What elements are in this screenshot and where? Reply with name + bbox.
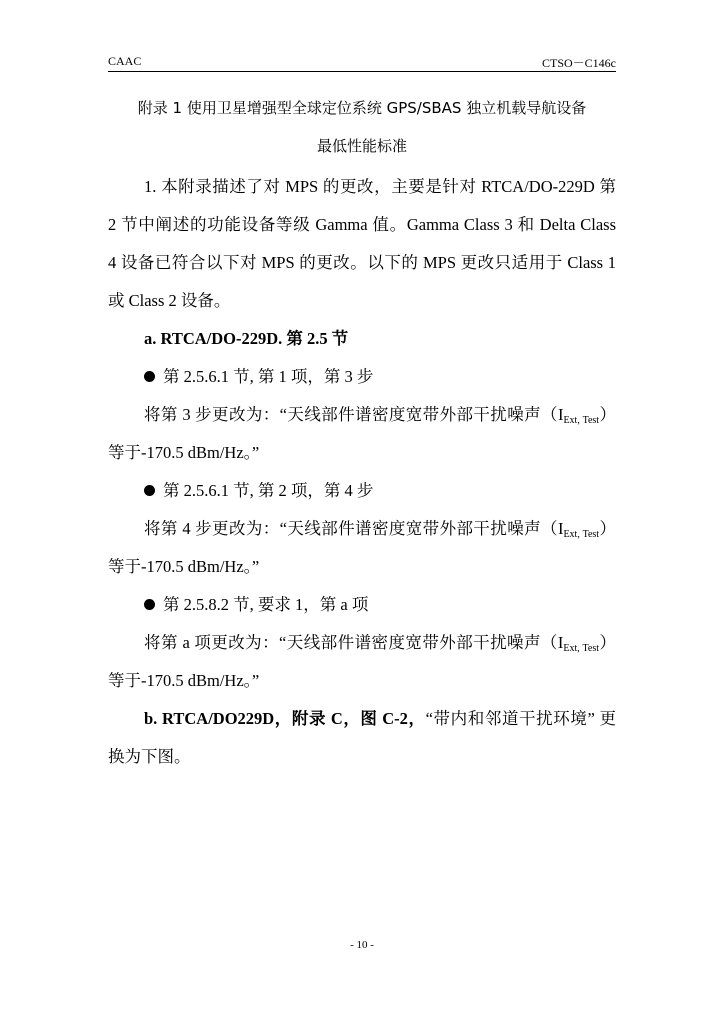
change-text: 将第 4 步更改为：“天线部件谱密度宽带外部干扰噪声（I <box>144 519 564 538</box>
bullet-icon <box>144 485 155 496</box>
bullet-item <box>144 591 368 615</box>
page-number: - 10 - <box>350 939 374 951</box>
subscript: Ext, Test <box>563 643 600 654</box>
para1-line1: 1. 本附录描述了对 MPS 的更改，主要是针对 RTCA/DO-229D 第 <box>144 177 616 196</box>
page-title-line2: 最低性能标准 <box>316 137 407 155</box>
para1-line2: 2 节中阐述的功能设备等级 Gamma 值。Gamma Class 3 和 Delta Class <box>108 215 616 234</box>
bullet-text: 第 2.5.6.1 节, 第 2 项，第 4 步 <box>163 481 374 500</box>
header-left: CAAC <box>108 54 142 68</box>
change-text: 将第 a 项更改为：“天线部件谱密度宽带外部干扰噪声（I <box>144 633 564 652</box>
page-title-line1: 附录 1 使用卫星增强型全球定位系统 GPS/SBAS 独立机载导航设备 <box>137 99 587 117</box>
bullet-text: 第 2.5.6.1 节, 第 1 项，第 3 步 <box>163 367 374 386</box>
bullet-item <box>144 363 373 387</box>
change-close: ） <box>599 519 617 538</box>
bullet-icon <box>144 371 155 382</box>
bullet-icon <box>144 599 155 610</box>
header-rule <box>108 71 616 72</box>
bullet-text: 第 2.5.8.2 节, 要求 1，第 a 项 <box>163 595 369 614</box>
section-a-heading: a. RTCA/DO-229D. 第 2.5 节 <box>144 329 349 348</box>
para1-line3: 4 设备已符合以下对 MPS 的更改。以下的 MPS 更改只适用于 Class 1 <box>108 253 616 272</box>
subscript: Ext, Test <box>563 415 600 426</box>
bullet-item <box>144 477 373 501</box>
section-b-heading: b. RTCA/DO229D，附录 C，图 C-2， <box>144 709 426 728</box>
section-b-line2: 换为下图。 <box>108 747 191 766</box>
change-text: 将第 3 步更改为：“天线部件谱密度宽带外部干扰噪声（I <box>144 405 564 424</box>
change-close: ） <box>599 633 616 652</box>
change-continuation: 等于-170.5 dBm/Hz。” <box>108 557 260 576</box>
section-b-text: “带内和邻道干扰环境” 更 <box>425 709 616 728</box>
section-b-line1 <box>144 705 616 729</box>
header-right: CTSO－C146c <box>541 56 616 70</box>
change-line <box>144 515 616 540</box>
change-close: ） <box>599 405 617 424</box>
para1-line4: 或 Class 2 设备。 <box>108 291 231 310</box>
change-line <box>144 401 616 426</box>
change-continuation: 等于-170.5 dBm/Hz。” <box>108 443 260 462</box>
change-line <box>144 629 616 654</box>
subscript: Ext, Test <box>563 529 600 540</box>
change-continuation: 等于-170.5 dBm/Hz。” <box>108 671 260 690</box>
